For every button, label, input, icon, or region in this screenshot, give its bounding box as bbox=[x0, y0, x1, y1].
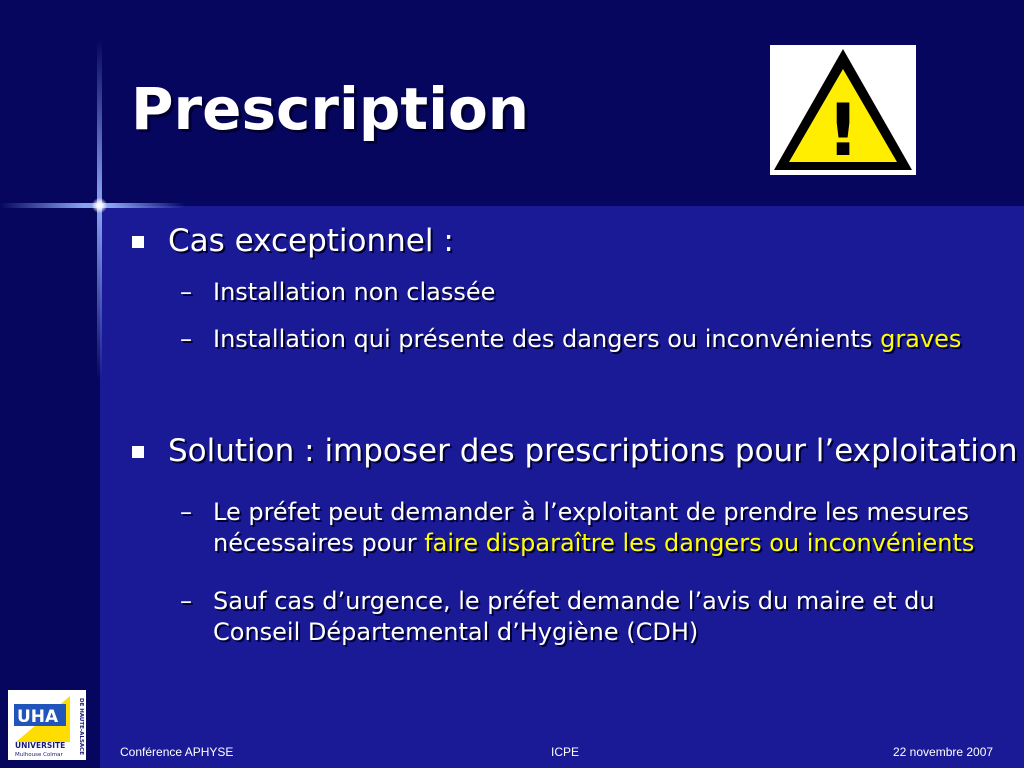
footer-left: Conférence APHYSE bbox=[120, 745, 234, 759]
sub-bullet-prefet-mesures bbox=[213, 497, 1013, 559]
sub-bullet-dash: – bbox=[180, 587, 192, 615]
footer-center: ICPE bbox=[551, 745, 580, 759]
sub-bullet-text: Le préfet peut demander à l’exploitant de prendre les mesures nécessaires pour bbox=[213, 498, 969, 557]
sub-bullet-urgence: Sauf cas d’urgence, le préfet demande l’avis du maire et du Conseil Départemental d’Hygiène (CDH) bbox=[213, 587, 935, 646]
warning-symbol: ! bbox=[826, 88, 860, 172]
logo-city: Mulhouse Colmar bbox=[15, 752, 63, 758]
highlight-text: graves bbox=[880, 325, 962, 353]
highlight-text: faire disparaître les dangers ou inconvénients bbox=[424, 529, 975, 557]
footer-right: 22 novembre 2007 bbox=[893, 745, 994, 759]
sub-bullet-non-classee: Installation non classée bbox=[213, 278, 496, 306]
logo-side-text: DE HAUTE-ALSACE bbox=[78, 698, 84, 755]
sub-bullet-dash: – bbox=[180, 325, 192, 353]
bullet-square-icon bbox=[132, 236, 144, 248]
logo-university: UNIVERSITE bbox=[15, 741, 66, 750]
sub-bullet-dash: – bbox=[180, 278, 192, 306]
bullet-cas-exceptionnel: Cas exceptionnel : bbox=[168, 223, 454, 259]
bullet-solution: Solution : imposer des prescriptions pour l’exploitation bbox=[168, 433, 1018, 469]
slide-title: Prescription bbox=[131, 75, 530, 143]
sub-bullet-text: Installation qui présente des dangers ou inconvénients bbox=[213, 325, 881, 353]
bullet-square-icon bbox=[132, 446, 144, 458]
logo-letters: UHA bbox=[17, 707, 59, 727]
uha-logo bbox=[8, 690, 86, 760]
sub-bullet-dangers-graves bbox=[213, 324, 1013, 355]
sub-bullet-dash: – bbox=[180, 498, 192, 526]
